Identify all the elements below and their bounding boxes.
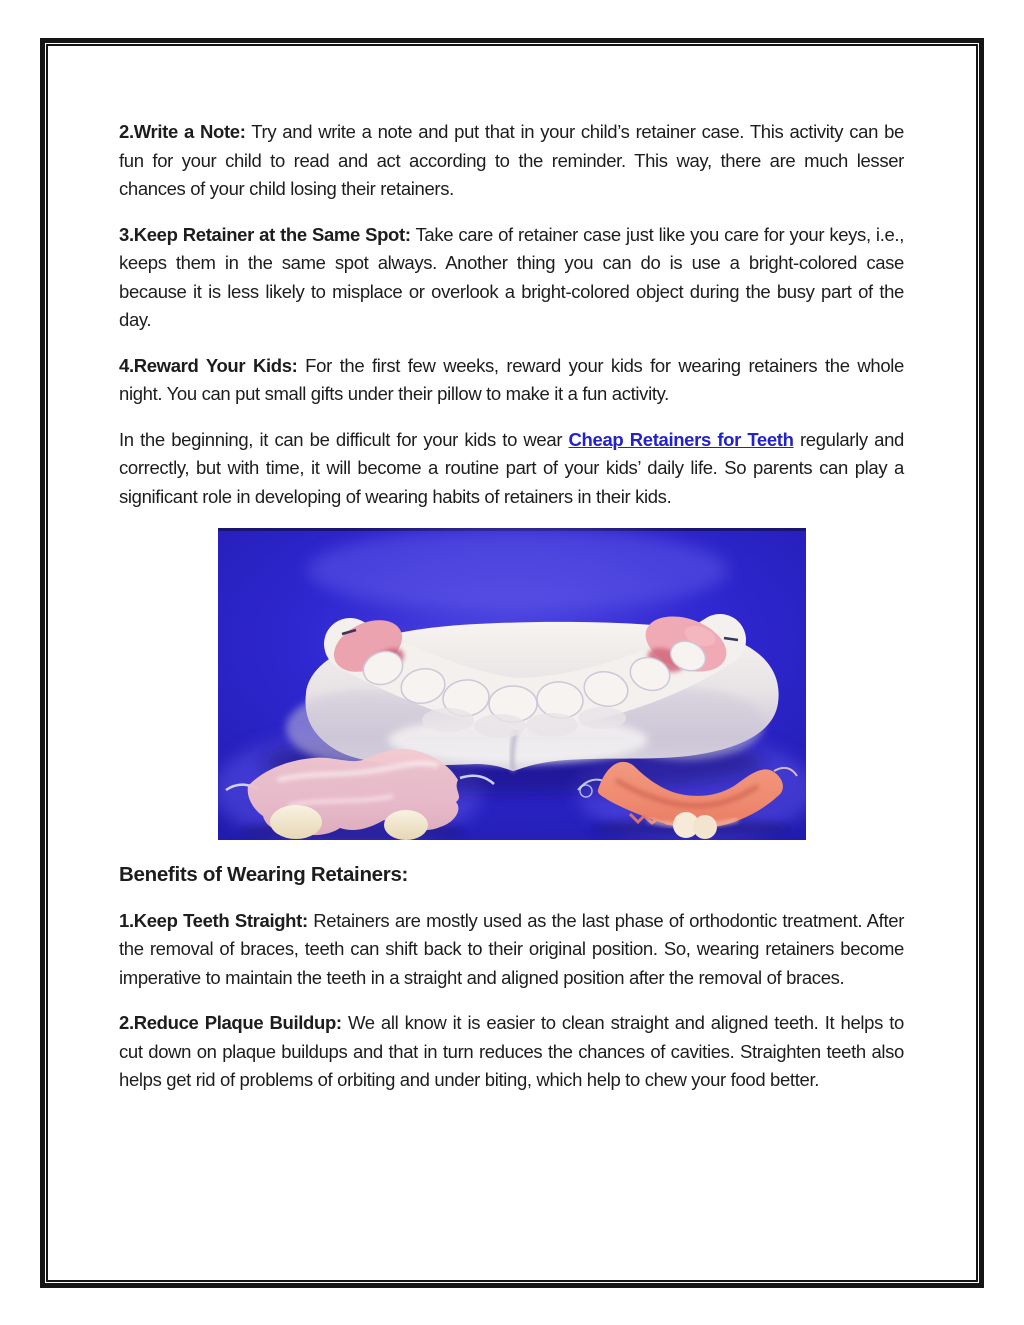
paragraph-same-spot (119, 221, 904, 335)
paragraph-intro-link (119, 426, 904, 512)
paragraph-lead: 3.Keep Retainer at the Same Spot: (119, 223, 411, 245)
paragraph-lead: 2.Reduce Plaque Buildup: (119, 1012, 342, 1033)
paragraph-reward-kids (119, 352, 904, 409)
paragraph-text: Try and write a note and put that in your child’s retainer case. This activity can be fun for your child to read and act according to the reminder. This way, there are much lesser chances of your child losing their retainers. (119, 121, 904, 199)
document-content (119, 118, 904, 1112)
retainers-photo (218, 528, 806, 840)
paragraph-text: Retainers are mostly used as the last phase of orthodontic treatment. After the removal of braces, teeth can shift back to their original position. So, wearing retainers become imperative to maintain the teeth in a straight and aligned position after the removal of braces. (119, 909, 905, 988)
paragraph-lead: 2.Write a Note: (119, 121, 246, 142)
paragraph-reduce-plaque (119, 1009, 904, 1095)
paragraph-lead: 4.Reward Your Kids: (119, 354, 298, 376)
paragraph-write-note (119, 118, 904, 204)
paragraph-text: Take care of retainer case just like you care for your keys, i.e., keeps them in the same spot always. Another thing you can do is use a bright-colored case because it is less likely to misplace or overlook a bright-colored object during the busy part of the day. (119, 223, 905, 330)
paragraph-text: We all know it is easier to clean straight and aligned teeth. It helps to cut down on plaque buildups and that in turn reduces the chances of cavities. Straighten teeth also helps get rid of problems of orbiting and under biting, which help to chew your food better. (119, 1012, 904, 1090)
paragraph-text: For the first few weeks, reward your kids for wearing retainers the whole night. You can put small gifts under their pillow to make it a fun activity. (119, 354, 904, 404)
paragraph-lead: 1.Keep Teeth Straight: (119, 909, 308, 931)
paragraph-text: regularly and correctly, but with time, it will become a routine part of your kids’ daily life. So parents can play a significant role in developing of wearing habits of retainers in their kids. (119, 428, 904, 507)
paragraph-text: In the beginning, it can be difficult for your kids to wear (119, 428, 569, 450)
cheap-retainers-link[interactable]: Cheap Retainers for Teeth (568, 428, 794, 450)
paragraph-keep-straight (119, 907, 904, 993)
benefits-heading: Benefits of Wearing Retainers: (119, 863, 409, 886)
